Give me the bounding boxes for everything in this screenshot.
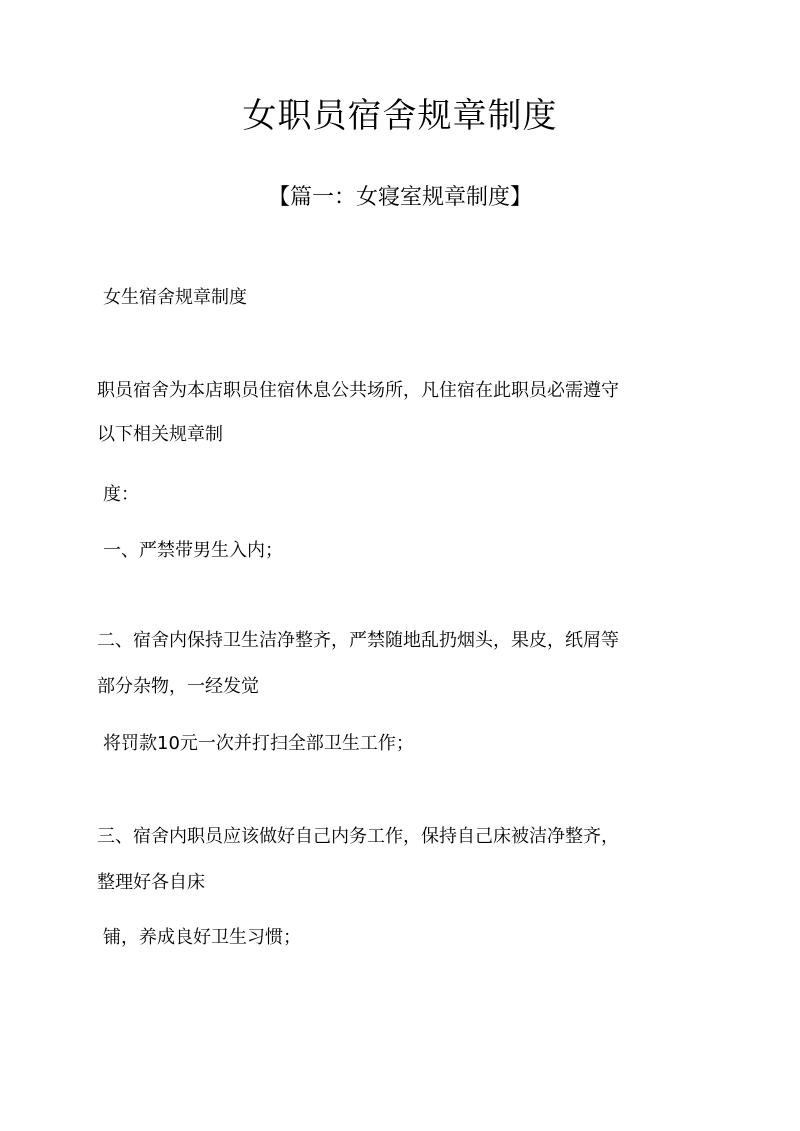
document-subtitle: 【篇一：女寝室规章制度】 [267,185,532,210]
paragraph-line: 整理好各自床 [97,872,205,893]
document-title: 女职员宿舍规章制度 [242,96,558,136]
paragraph-line: 将罚款10元一次并打扫全部卫生工作； [103,733,414,754]
paragraph-line: 以下相关规章制 [97,424,223,445]
rule-item-1: 一、严禁带男生入内； [103,540,283,561]
paragraph-line: 部分杂物，一经发觉 [97,676,259,697]
paragraph-line: 职员宿舍为本店职员住宿休息公共场所，凡住宿在此职员必需遵守 [97,380,619,401]
rule-item-3: 三、宿舍内职员应该做好自己内务工作，保持自己床被洁净整齐， [97,826,619,847]
paragraph-line: 度： [103,484,139,505]
paragraph-line: 铺，养成良好卫生习惯； [103,927,301,948]
section-heading: 女生宿舍规章制度 [103,287,247,308]
rule-item-2: 二、宿舍内保持卫生洁净整齐，严禁随地乱扔烟头，果皮，纸屑等 [97,630,619,651]
